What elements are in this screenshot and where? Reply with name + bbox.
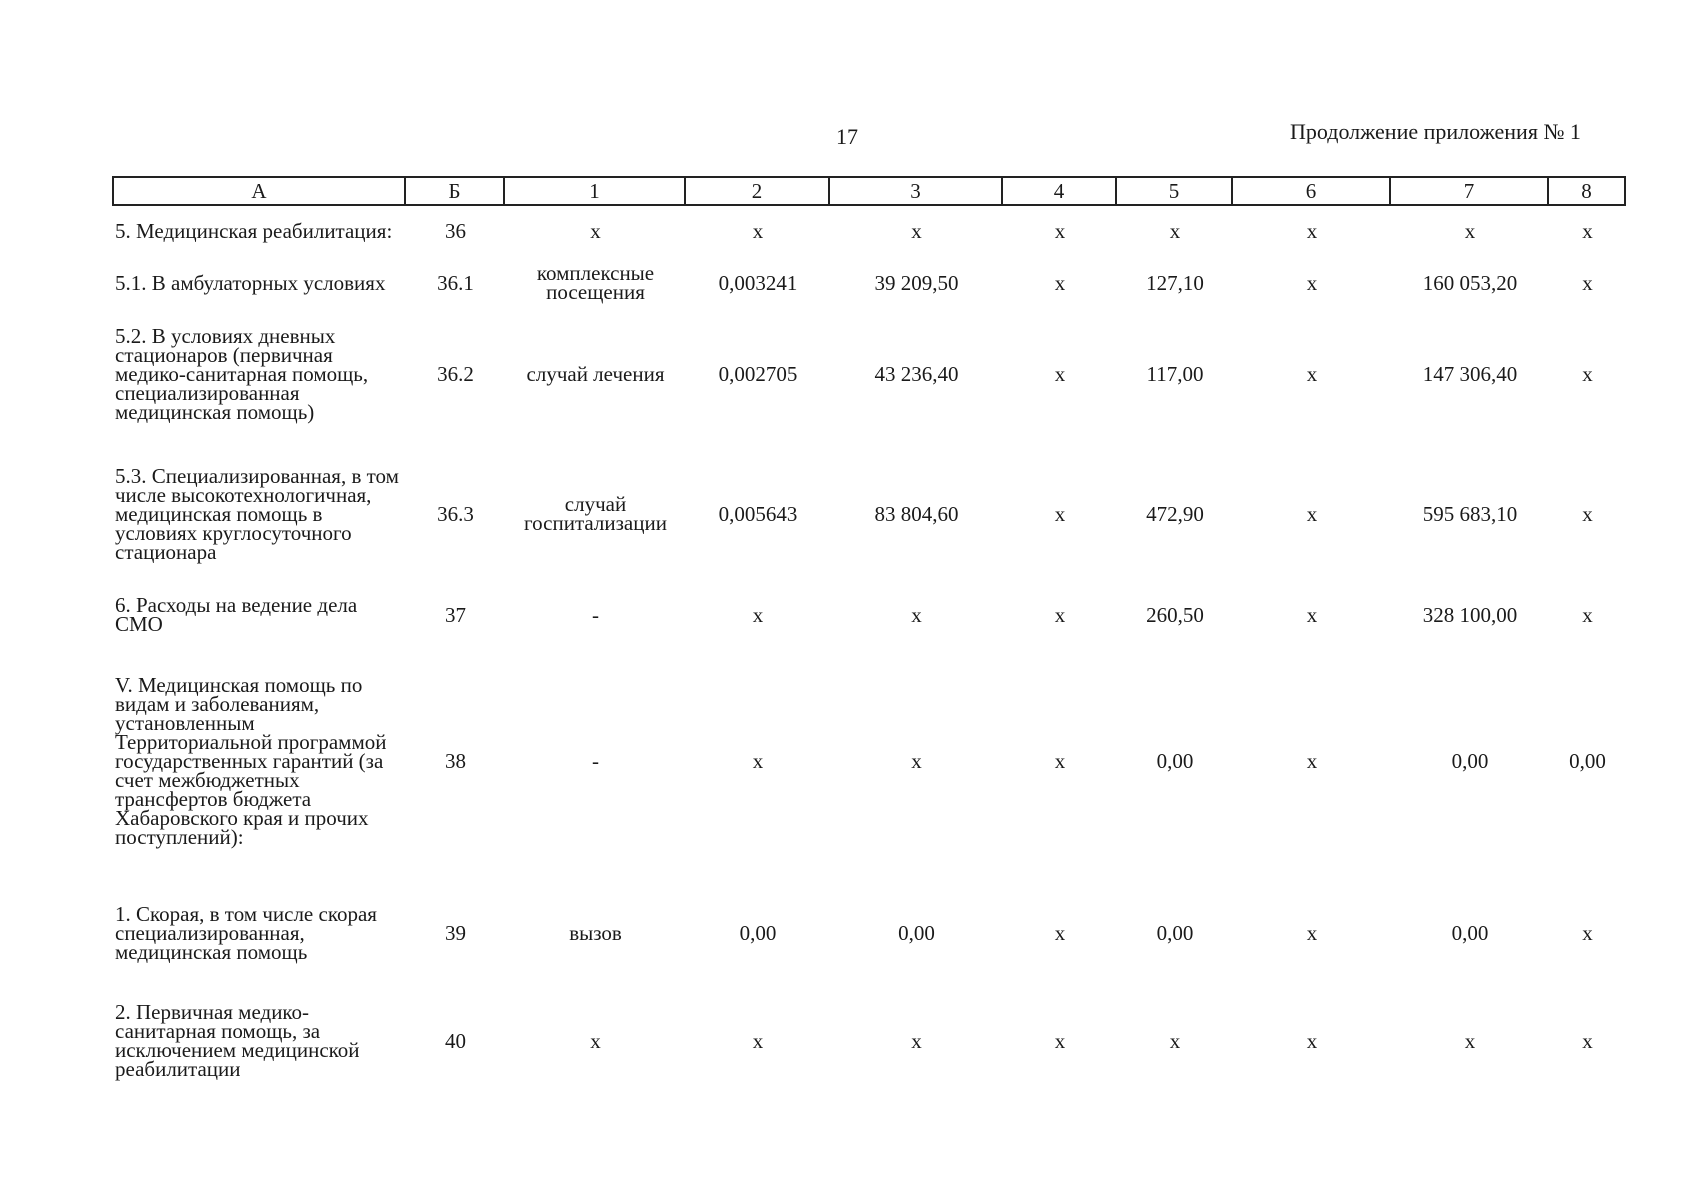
cell-col-2: 0,003241 bbox=[718, 270, 798, 295]
row-code: 40 bbox=[445, 1028, 466, 1053]
cell-col-2: х bbox=[752, 602, 764, 627]
cell-col-3: 0,00 bbox=[898, 920, 935, 945]
table-row bbox=[113, 881, 1625, 985]
cell-col-3: 43 236,40 bbox=[874, 361, 959, 386]
page-number: 17 bbox=[836, 124, 858, 149]
row-name: 5.3. Специализированная, в том числе высокотехнологичная, медицинская помощь в условиях круглосуточного стационара bbox=[115, 463, 399, 564]
cell-col-3: х bbox=[911, 219, 922, 243]
cell-col-5: х bbox=[1169, 219, 1181, 243]
cell-col-7: 0,00 bbox=[1451, 748, 1489, 773]
cell-col-4: х bbox=[1054, 501, 1066, 526]
cell-col-8: х bbox=[1582, 1028, 1593, 1053]
row-unit: случай лечения bbox=[526, 361, 665, 386]
cell-col-8: х bbox=[1582, 270, 1593, 295]
cell-col-7: 0,00 bbox=[1451, 920, 1489, 945]
row-name: 1. Скорая, в том числе скорая специализированная, медицинская помощь bbox=[115, 901, 377, 964]
cell-col-2: 0,005643 bbox=[718, 501, 798, 526]
column-header: А bbox=[113, 177, 405, 205]
row-name: 5.2. В условиях дневных стационаров (первичная медико-санитарная помощь, специализированная медицинская помощь) bbox=[115, 323, 369, 424]
cell-col-8: х bbox=[1582, 602, 1593, 627]
cell-col-4: х bbox=[1054, 748, 1066, 773]
cell-col-5: х bbox=[1169, 1028, 1181, 1053]
cell-col-6: х bbox=[1306, 920, 1318, 945]
cell-col-7: 595 683,10 bbox=[1422, 501, 1518, 526]
row-name: V. Медицинская помощь по видам и заболеваниям, установленным Территориальной программой государственных гарантий (за счет межбюджетных трансфертов бюджета Хабаровского края и прочих поступлений): bbox=[115, 672, 387, 849]
cell-col-6: х bbox=[1306, 501, 1318, 526]
cell-col-8: х bbox=[1582, 219, 1593, 243]
row-code: 36.1 bbox=[437, 270, 474, 295]
cell-col-7: х bbox=[1464, 1028, 1476, 1053]
cell-col-4: х bbox=[1054, 270, 1066, 295]
row-unit: комплексные посещения bbox=[536, 261, 655, 304]
table-row bbox=[113, 439, 1625, 589]
cell-col-8: 0,00 bbox=[1569, 748, 1606, 773]
table-row bbox=[113, 641, 1625, 881]
cell-col-8: х bbox=[1582, 920, 1593, 945]
cell-col-4: х bbox=[1054, 920, 1066, 945]
cell-col-6: х bbox=[1306, 602, 1318, 627]
cell-col-5: 117,00 bbox=[1146, 361, 1204, 386]
cell-col-2: х bbox=[752, 748, 764, 773]
row-unit: х bbox=[590, 219, 601, 243]
row-code: 36 bbox=[445, 219, 466, 243]
table-row bbox=[113, 257, 1625, 309]
row-code: 39 bbox=[445, 920, 466, 945]
cell-col-3: х bbox=[911, 748, 922, 773]
cell-col-3: 39 209,50 bbox=[874, 270, 959, 295]
cell-col-5: 0,00 bbox=[1156, 920, 1194, 945]
cell-col-4: х bbox=[1054, 219, 1066, 243]
cell-col-7: 147 306,40 bbox=[1422, 361, 1518, 386]
cell-col-5: 127,10 bbox=[1146, 270, 1204, 295]
cell-col-7: 160 053,20 bbox=[1422, 270, 1518, 295]
row-name: 2. Первичная медико-санитарная помощь, за исключением медицинской реабилитации bbox=[115, 1000, 360, 1081]
cell-col-4: х bbox=[1054, 1028, 1066, 1053]
row-code: 37 bbox=[445, 602, 466, 627]
cell-col-6: х bbox=[1306, 219, 1318, 243]
table-row bbox=[113, 309, 1625, 439]
column-header: 1 bbox=[504, 177, 685, 205]
column-header: 4 bbox=[1002, 177, 1116, 205]
table-row bbox=[113, 985, 1625, 1097]
row-name: 6. Расходы на ведение дела СМО bbox=[115, 593, 358, 636]
cell-col-7: х bbox=[1464, 219, 1476, 243]
cell-col-3: 83 804,60 bbox=[874, 501, 959, 526]
row-code: 38 bbox=[445, 748, 466, 773]
cell-col-7: 328 100,00 bbox=[1422, 602, 1518, 627]
appendix-continuation-label: Продолжение приложения № 1 bbox=[1290, 119, 1581, 144]
row-code: 36.3 bbox=[437, 501, 474, 526]
cell-col-3: х bbox=[911, 602, 922, 627]
cell-col-2: 0,00 bbox=[739, 920, 777, 945]
cell-col-6: х bbox=[1306, 748, 1318, 773]
column-header: 8 bbox=[1548, 177, 1625, 205]
data-table bbox=[112, 176, 1626, 1097]
row-unit: вызов bbox=[569, 920, 622, 945]
cell-col-2: 0,002705 bbox=[718, 361, 798, 386]
column-header: 3 bbox=[829, 177, 1002, 205]
row-name: 5. Медицинская реабилитация: bbox=[115, 219, 393, 243]
table-row bbox=[113, 589, 1625, 641]
column-header: 5 bbox=[1116, 177, 1232, 205]
row-name: 5.1. В амбулаторных условиях bbox=[115, 270, 386, 295]
cell-col-6: х bbox=[1306, 270, 1318, 295]
row-unit: - bbox=[592, 602, 599, 627]
cell-col-8: х bbox=[1582, 501, 1593, 526]
cell-col-5: 260,50 bbox=[1146, 602, 1204, 627]
column-header: 2 bbox=[685, 177, 829, 205]
cell-col-8: х bbox=[1582, 361, 1593, 386]
cell-col-4: х bbox=[1054, 361, 1066, 386]
column-header: 7 bbox=[1390, 177, 1548, 205]
column-header: Б bbox=[405, 177, 504, 205]
cell-col-2: х bbox=[752, 219, 764, 243]
cell-col-3: х bbox=[911, 1028, 922, 1053]
row-unit: - bbox=[592, 748, 599, 773]
cell-col-6: х bbox=[1306, 361, 1318, 386]
column-header: 6 bbox=[1232, 177, 1390, 205]
row-unit: случай госпитализации bbox=[524, 492, 667, 535]
cell-col-4: х bbox=[1054, 602, 1066, 627]
column-header-row bbox=[113, 177, 1625, 205]
row-code: 36.2 bbox=[437, 361, 474, 386]
table-row bbox=[113, 205, 1625, 257]
cell-col-6: х bbox=[1306, 1028, 1318, 1053]
cell-col-5: 0,00 bbox=[1156, 748, 1194, 773]
cell-col-2: х bbox=[752, 1028, 764, 1053]
row-unit: х bbox=[590, 1028, 601, 1053]
cell-col-5: 472,90 bbox=[1146, 501, 1204, 526]
